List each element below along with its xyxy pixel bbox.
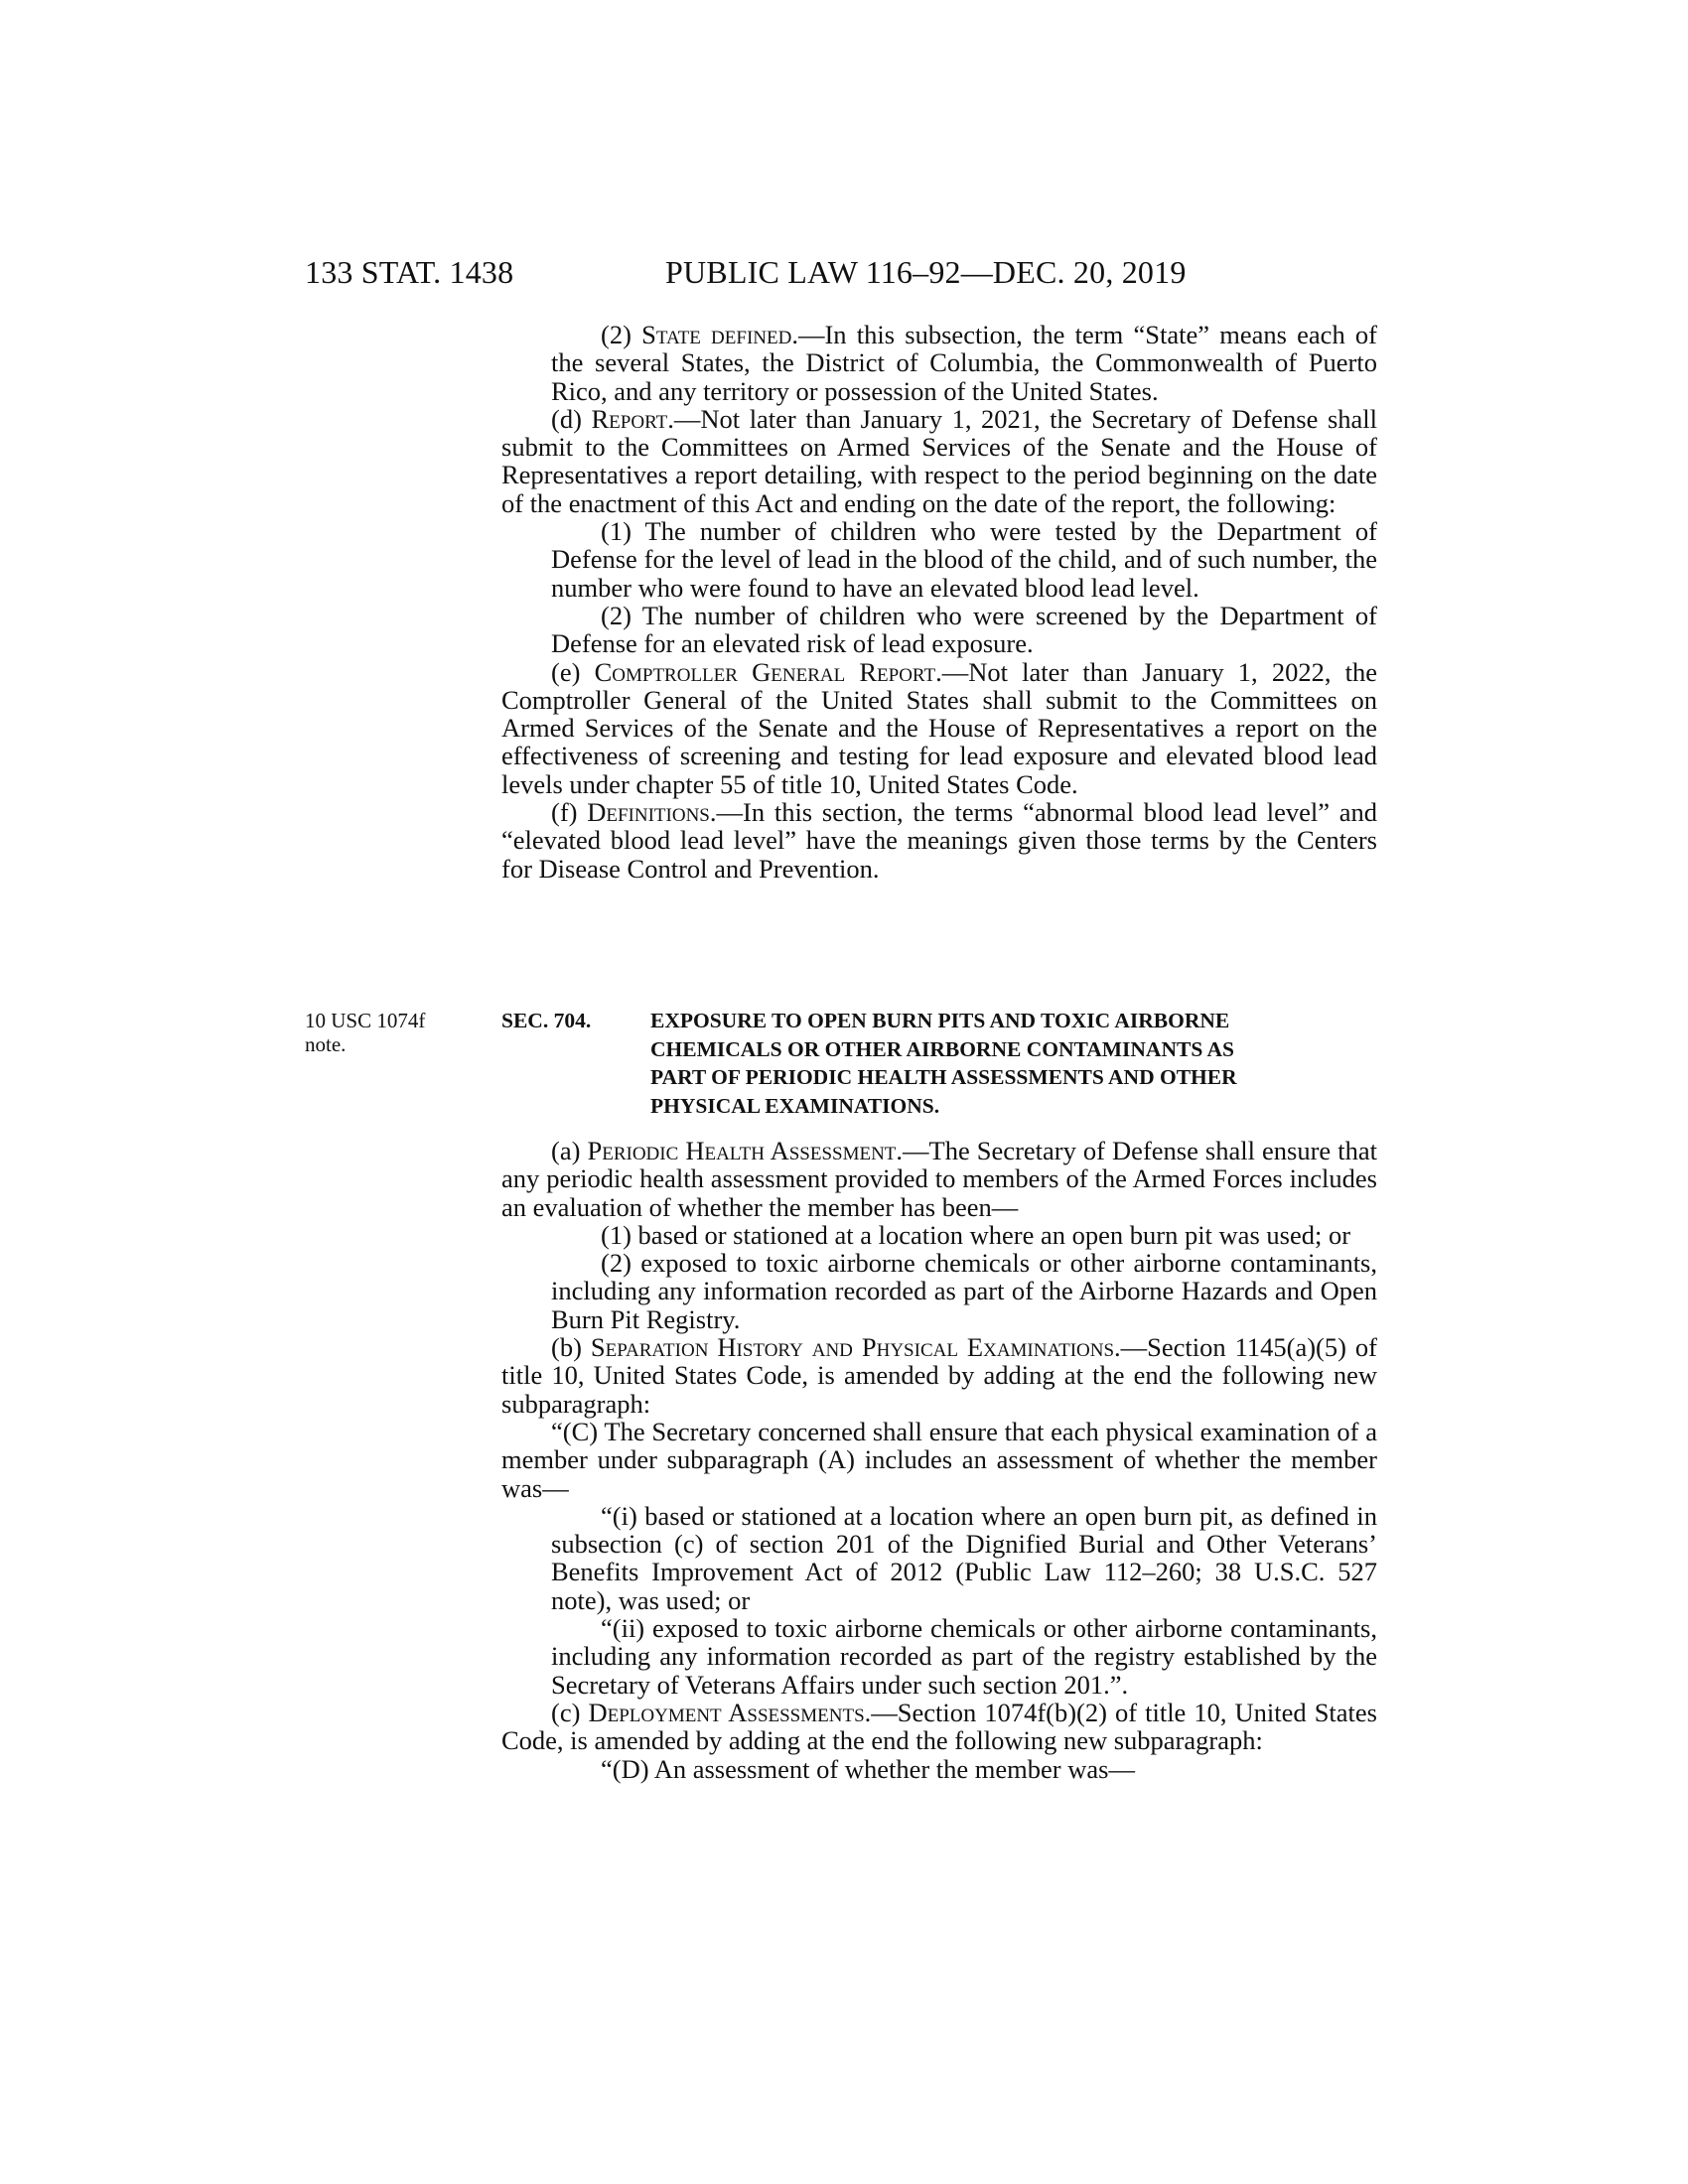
subsection-d-report: (d) Report.—Not later than January 1, 2021, the Secretary of Defense shall submit to the Committees on Armed Services of the Senate and the House of Representatives a report detailing, with respect to the period beginning on the date of the enactment of this Act and ending on the date of the report, the following: (501, 403, 1377, 518)
quoted-clause-i: “(i) based or stationed at a location where an open burn pit, as defined in subsection (c) of section 201 of the Dignified Burial and Other Veterans’ Benefits Improvement Act of 2012 (Public Law 112–260; 38 U.S.C. 527 note), was used; or (551, 1500, 1377, 1615)
section-number: SEC. 704. (501, 1009, 592, 1032)
text-block-lead-testing (501, 321, 1377, 883)
section-title-line: PART OF PERIODIC HEALTH ASSESSMENTS AND OTHER (650, 1065, 1237, 1089)
margin-note-usc-citation (305, 1009, 425, 1056)
subsection-c-deployment-assessments: (c) Deployment Assessments.—Section 1074f(b)(2) of title 10, United States Code, is amended by adding at the end the following new subparagraph: (501, 1697, 1377, 1756)
paragraph-d1: (1) The number of children who were tested by the Department of Defense for the level of lead in the blood of the child, and of such number, the number who were found to have an elevated blood lead level. (551, 516, 1377, 603)
subsection-heading: Report (591, 403, 668, 434)
quoted-subparagraph-d: “(D) An assessment of whether the member was— (601, 1753, 1135, 1784)
subsection-b-separation-history: (b) Separation History and Physical Examinations.—Section 1145(a)(5) of title 10, United States Code, is amended by adding at the end the following new subparagraph: (501, 1332, 1378, 1419)
paragraph-d2: (2) The number of children who were screened by the Department of Defense for an elevated risk of lead exposure. (551, 600, 1377, 659)
public-law-header: PUBLIC LAW 116–92—DEC. 20, 2019 (665, 254, 1187, 290)
section-704-heading (501, 1007, 1377, 1120)
margin-note-line: note. (305, 1032, 347, 1056)
text-block-burn-pits (501, 1137, 1377, 1783)
quoted-subparagraph-c: “(C) The Secretary concerned shall ensure that each physical examination of a member under subparagraph (A) includes an assessment of whether the member was— (501, 1416, 1377, 1503)
section-title-line: PHYSICAL EXAMINATIONS. (650, 1093, 940, 1118)
paragraph-a1: (1) based or stationed at a location where an open burn pit was used; or (601, 1219, 1351, 1250)
subsection-heading: Deployment Assessments (588, 1697, 865, 1727)
subsection-f-definitions: (f) Definitions.—In this section, the terms “abnormal blood lead level” and “elevated blood lead level” have the meanings given those terms by the Centers for Disease Control and Prevention. (501, 797, 1377, 884)
paragraph-c2-state-defined: (2) State defined.—In this subsection, the term “State” means each of the several States, the District of Columbia, the Commonwealth of Puerto Rico, and any territory or possession of the United States. (551, 320, 1378, 406)
subsection-heading: Definitions (587, 797, 710, 828)
quoted-clause-ii: “(ii) exposed to toxic airborne chemicals or other airborne contaminants, including any information recorded as part of the registry established by the Secretary of Veterans Affairs under such section 201.”. (551, 1613, 1377, 1700)
subsection-heading: Periodic Health Assessment (587, 1136, 897, 1165)
paragraph-a2: (2) exposed to toxic airborne chemicals or other airborne contaminants, including any information recorded as part of the Airborne Hazards and Open Burn Pit Registry. (551, 1248, 1377, 1334)
subsection-heading: Separation History and Physical Examinations (590, 1332, 1115, 1363)
section-title (650, 1007, 1377, 1120)
section-title-line: CHEMICALS OR OTHER AIRBORNE CONTAMINANTS AS (650, 1036, 1234, 1061)
subsection-heading: Comptroller General Report (594, 656, 936, 687)
margin-note-line: 10 USC 1074f (305, 1009, 426, 1032)
paragraph-heading: State defined (641, 320, 792, 349)
statute-page-reference: 133 STAT. 1438 (305, 254, 514, 290)
subsection-a-periodic-health-assessment: (a) Periodic Health Assessment.—The Secretary of Defense shall ensure that any periodic health assessment provided to members of the Armed Forces includes an evaluation of whether the member has been— (501, 1136, 1377, 1222)
subsection-e-comptroller-report: (e) Comptroller General Report.—Not later than January 1, 2022, the Comptroller General of the United States shall submit to the Committees on Armed Services of the Senate and the House of Representatives a report on the effectiveness of screening and testing for lead exposure and elevated blood lead levels under chapter 55 of title 10, United States Code. (501, 656, 1377, 799)
section-title-line: EXPOSURE TO OPEN BURN PITS AND TOXIC AIRBORNE (650, 1009, 1230, 1032)
